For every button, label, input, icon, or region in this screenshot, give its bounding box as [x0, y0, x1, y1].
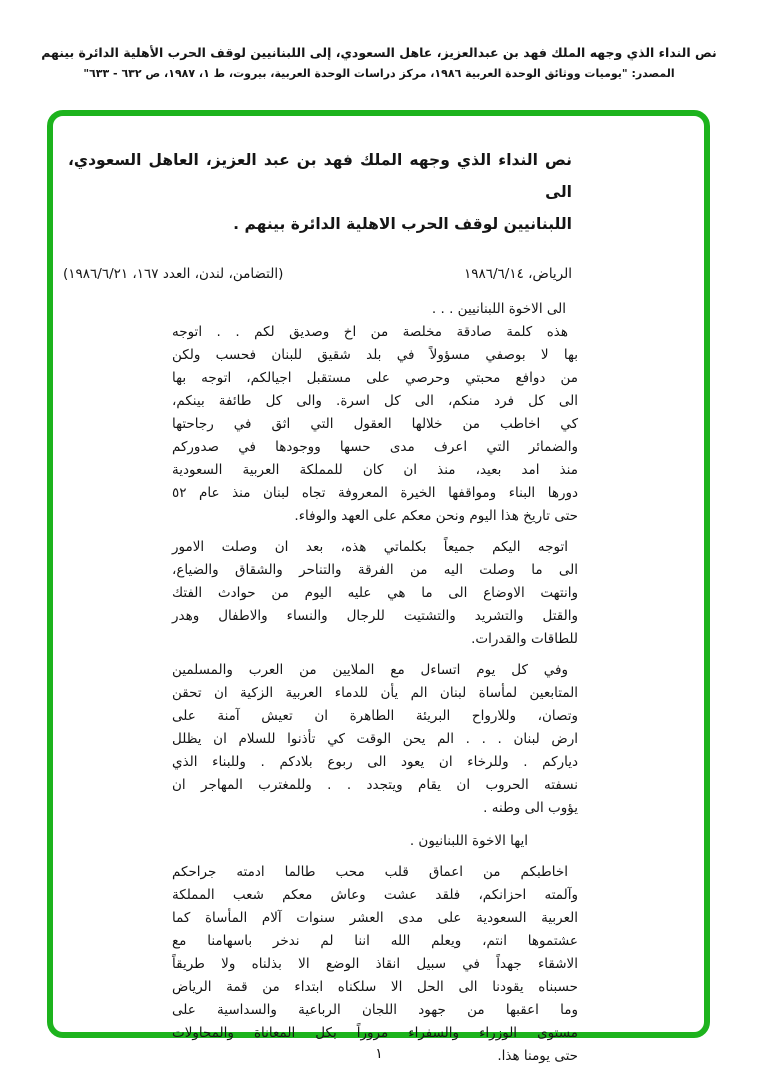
title-line: نص النداء الذي وجهه الملك فهد بن عبد العزيز، العاهل السعودي، الى: [68, 151, 572, 201]
text-line: حتى يومنا هذا.: [497, 1048, 578, 1064]
page-number: ١: [375, 1046, 383, 1062]
text-line: دورها البناء ومواقفها الخيرة المعروفة تجاه لبنان منذ عام ٥٢: [172, 485, 578, 501]
dateline: [63, 264, 572, 284]
text-line: وآلمته احزانكم، فلقد عشت وعاش معكم شعب المملكة: [172, 887, 578, 903]
document-title: [68, 144, 572, 240]
dateline-source-citation: (التضامن، لندن، العدد ١٦٧، ١٩٨٦/٦/٢١): [63, 266, 284, 282]
paragraph: [172, 536, 578, 651]
text-line: للطاقات والقدرات.: [471, 631, 578, 647]
subheading: [172, 830, 578, 853]
paragraph: [172, 861, 578, 1068]
page-header: [0, 0, 758, 82]
text-line: مستوى الوزراء والسفراء مروراً بكل المعاناة والمحاولات: [172, 1025, 578, 1041]
text-line: العربية السعودية على مدى العشر سنوات آلام المأساة كما: [172, 910, 578, 926]
text-line: يؤوب الى وطنه .: [483, 800, 578, 816]
text-line: هذه كلمة صادقة مخلصة من اخ وصديق لكم . . اتوجه: [172, 324, 568, 340]
text-line: المتابعين لمأساة لبنان الم يأن للدماء العربية الزكية ان تحقن: [172, 685, 578, 701]
document-frame: [47, 110, 710, 1064]
text-line: وما اعقبها من جهود اللجان الرباعية والسداسية على: [172, 1002, 578, 1018]
text-line: دياركم . وللرخاء ان يعود الى ربوع بلادكم . وللبناء الذي: [172, 754, 578, 770]
text-line: اتوجه اليكم جميعاً بكلماتي هذه، بعد ان وصلت الامور: [172, 539, 568, 555]
text-line: ارض لبنان . . . الم يحن الوقت كي تأذنوا للسلام ان يظلل: [172, 731, 578, 747]
text-line: كي اخاطب من خلالها العقول التي اثق في رجاحتها: [172, 416, 578, 432]
text-line: حسبناه يقودنا الى الحل الا سلكناه ابتداء من قمة الرياض: [172, 979, 578, 995]
text-line: الاشقاء جهداً في سبيل انقاذ الوضع الا بذلناه ولا طريقاً: [172, 956, 578, 972]
dateline-place-date: الرياض، ١٩٨٦/٦/١٤: [463, 266, 572, 282]
text-line: والقتل والتشريد والتشتيت للرجال والنساء والاطفال وهدر: [172, 608, 578, 624]
text-line: من دوافع محبتي وحرصي على مستقبل اجيالكم، اتوجه بها: [172, 370, 578, 386]
text-line: والضمائر التي اعرف مدى حسها ووجودها في صدوركم: [172, 439, 578, 455]
paragraph: [172, 321, 578, 528]
document-body: [172, 298, 578, 1068]
header-source: المصدر: "يوميات ووثائق الوحدة العربية ١٩٨٦، مركز دراسات الوحدة العربية، بيروت، ط ١، ١٩٨٧، ص ٦٣٢ - ٦٣٣": [83, 67, 675, 80]
text-line: حتى تاريخ هذا اليوم ونحن معكم على العهد والوفاء.: [294, 508, 578, 524]
text-line: بها لا بوصفي مسؤولاً في بلد شقيق للبنان فحسب ولكن: [172, 347, 578, 363]
header-title: نص النداء الذي وجهه الملك فهد بن عبدالعزيز، عاهل السعودي، إلى اللبنانيين لوقف الحرب الأهلية الدائرة بينهم: [41, 45, 717, 60]
text-line: وفي كل يوم اتساءل مع الملايين من العرب والمسلمين: [172, 662, 568, 678]
text-line: ايها الاخوة اللبنانيون .: [409, 833, 528, 849]
text-line: الى الاخوة اللبنانيين . . .: [431, 301, 566, 317]
text-line: الى ما وصلت اليه من الفرقة والتناحر والشقاق والضياع،: [172, 562, 578, 578]
paragraph: [172, 659, 578, 820]
greeting: [172, 298, 578, 321]
text-line: منذ امد بعيد، منذ ان كان للمملكة العربية السعودية: [172, 462, 578, 478]
title-line: اللبنانيين لوقف الحرب الاهلية الدائرة بينهم .: [233, 215, 572, 233]
text-line: الى كل فرد منكم، الى كل اسرة. والى كل طائفة بينكم،: [172, 393, 578, 409]
text-line: وتصان، وللارواح البريئة الطاهرة ان تعيش آمنة على: [172, 708, 578, 724]
text-line: اخاطبكم من اعماق قلب محب طالما ادمته جراحكم: [172, 864, 568, 880]
text-line: عشتموها انتم، ويعلم الله اننا لم ندخر باسهامنا مع: [172, 933, 578, 949]
text-line: نسفته الحروب ان يقام ويتجدد . . وللمغترب المهاجر ان: [172, 777, 578, 793]
text-line: وانتهت الاوضاع الى ما هي عليه اليوم من حوادث الفتك: [172, 585, 578, 601]
